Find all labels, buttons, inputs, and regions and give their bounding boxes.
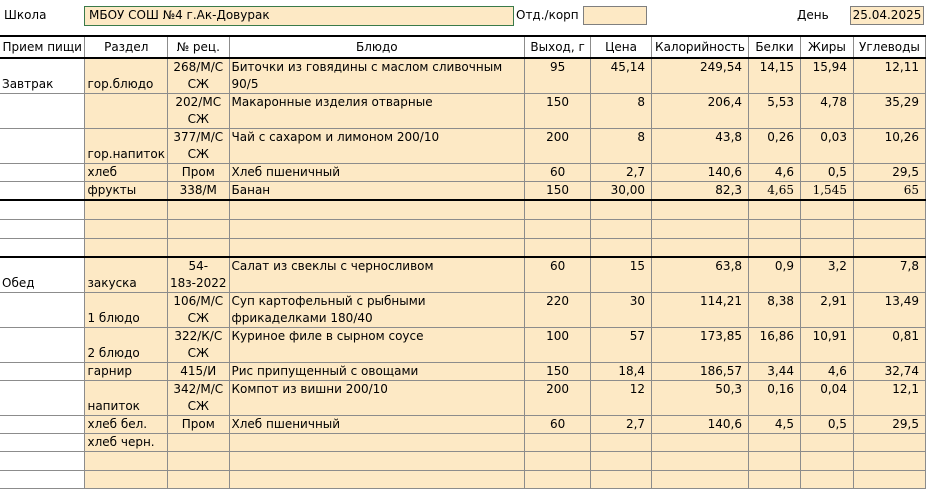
col-calories: Калорийность: [652, 36, 749, 58]
fats-cell[interactable]: 1,545: [800, 182, 853, 201]
calories-cell[interactable]: 206,4: [652, 94, 749, 129]
meal-cell: [0, 434, 85, 452]
section-cell[interactable]: 2 блюдо: [85, 328, 168, 363]
dish-cell[interactable]: Чай с сахаром и лимоном 200/10: [229, 129, 525, 164]
table-row: [0, 293, 926, 328]
recipe-cell[interactable]: Пром: [168, 416, 230, 434]
fats-cell[interactable]: 4,6: [800, 363, 853, 381]
empty-cell: [0, 219, 85, 238]
empty-row: [0, 452, 926, 471]
meal-cell: [0, 182, 85, 201]
calories-cell[interactable]: 173,85: [652, 328, 749, 363]
carbs-cell[interactable]: 29,5: [853, 416, 925, 434]
table-row: [0, 58, 926, 94]
empty-cell[interactable]: [229, 200, 525, 219]
dish-cell[interactable]: [229, 434, 525, 452]
recipe-cell[interactable]: [168, 434, 230, 452]
empty-cell[interactable]: [591, 471, 652, 489]
meal-cell: [0, 381, 85, 416]
output-cell[interactable]: 150: [525, 182, 591, 201]
section-cell[interactable]: гарнир: [85, 363, 168, 381]
price-cell[interactable]: [591, 434, 652, 452]
empty-cell[interactable]: [525, 471, 591, 489]
col-carbs: Углеводы: [853, 36, 925, 58]
col-fats: Жиры: [800, 36, 853, 58]
output-cell[interactable]: 95: [525, 58, 591, 94]
empty-cell[interactable]: [652, 452, 749, 471]
section-cell[interactable]: закуска: [85, 257, 168, 293]
empty-cell[interactable]: [853, 219, 925, 238]
empty-cell[interactable]: [800, 452, 853, 471]
empty-cell[interactable]: [853, 200, 925, 219]
empty-cell: [0, 452, 85, 471]
output-cell[interactable]: 100: [525, 328, 591, 363]
empty-row: [0, 200, 926, 219]
empty-cell[interactable]: [525, 452, 591, 471]
carbs-cell[interactable]: 12,1: [853, 381, 925, 416]
col-dish: Блюдо: [229, 36, 525, 58]
calories-cell[interactable]: 50,3: [652, 381, 749, 416]
empty-cell[interactable]: [749, 200, 801, 219]
calories-cell[interactable]: 114,21: [652, 293, 749, 328]
fats-cell[interactable]: [800, 434, 853, 452]
empty-cell[interactable]: [749, 238, 801, 257]
meal-cell: [0, 416, 85, 434]
empty-cell: [0, 471, 85, 489]
price-cell[interactable]: 12: [591, 381, 652, 416]
dish-cell[interactable]: Рис припущенный с овощами: [229, 363, 525, 381]
meal-cell: [0, 129, 85, 164]
carbs-cell[interactable]: [853, 434, 925, 452]
calories-cell[interactable]: 186,57: [652, 363, 749, 381]
empty-cell[interactable]: [853, 238, 925, 257]
table-row: [0, 164, 926, 182]
school-field[interactable]: МБОУ СОШ №4 г.Ак-Довурак: [84, 6, 514, 26]
fats-cell[interactable]: 2,91: [800, 293, 853, 328]
empty-cell[interactable]: [749, 471, 801, 489]
output-cell[interactable]: 60: [525, 416, 591, 434]
carbs-cell[interactable]: 65: [853, 182, 925, 201]
empty-cell[interactable]: [168, 238, 230, 257]
table-row: [0, 129, 926, 164]
carbs-cell[interactable]: 13,49: [853, 293, 925, 328]
proteins-cell[interactable]: 4,5: [749, 416, 801, 434]
empty-cell[interactable]: [525, 219, 591, 238]
dish-cell[interactable]: Макаронные изделия отварные: [229, 94, 525, 129]
empty-cell[interactable]: [853, 471, 925, 489]
section-cell[interactable]: хлеб: [85, 164, 168, 182]
output-cell[interactable]: [525, 434, 591, 452]
output-cell[interactable]: 200: [525, 129, 591, 164]
calories-cell[interactable]: 43,8: [652, 129, 749, 164]
empty-cell[interactable]: [652, 200, 749, 219]
recipe-cell[interactable]: 106/М/С СЖ: [168, 293, 230, 328]
section-cell[interactable]: хлеб бел.: [85, 416, 168, 434]
empty-cell[interactable]: [800, 200, 853, 219]
empty-cell[interactable]: [168, 471, 230, 489]
calories-cell[interactable]: [652, 434, 749, 452]
table-row: [0, 182, 926, 201]
price-cell[interactable]: 30: [591, 293, 652, 328]
empty-cell[interactable]: [525, 200, 591, 219]
section-cell[interactable]: гор.блюдо: [85, 58, 168, 94]
school-label: Школа: [4, 8, 47, 22]
dish-cell[interactable]: Салат из свеклы с черносливом: [229, 257, 525, 293]
empty-cell[interactable]: [800, 238, 853, 257]
carbs-cell[interactable]: 12,11: [853, 58, 925, 94]
output-cell[interactable]: 60: [525, 164, 591, 182]
empty-cell[interactable]: [652, 471, 749, 489]
dept-field[interactable]: [583, 6, 647, 25]
empty-cell: [0, 200, 85, 219]
meal-name: Завтрак: [0, 58, 85, 94]
menu-table: [0, 35, 926, 489]
meal-cell: [0, 94, 85, 129]
recipe-cell[interactable]: 377/М/С СЖ: [168, 129, 230, 164]
col-proteins: Белки: [749, 36, 801, 58]
empty-cell[interactable]: [85, 200, 168, 219]
empty-cell[interactable]: [800, 471, 853, 489]
empty-cell[interactable]: [591, 452, 652, 471]
calories-cell[interactable]: 140,6: [652, 164, 749, 182]
section-cell[interactable]: фрукты: [85, 182, 168, 201]
empty-cell[interactable]: [168, 200, 230, 219]
dish-cell[interactable]: Компот из вишни 200/10: [229, 381, 525, 416]
meal-cell: [0, 293, 85, 328]
menu-body: [0, 36, 926, 489]
empty-cell[interactable]: [229, 238, 525, 257]
output-cell[interactable]: 220: [525, 293, 591, 328]
table-row: [0, 416, 926, 434]
empty-cell[interactable]: [749, 219, 801, 238]
price-cell[interactable]: 2,7: [591, 416, 652, 434]
price-cell[interactable]: 45,14: [591, 58, 652, 94]
price-cell[interactable]: 15: [591, 257, 652, 293]
fats-cell[interactable]: 0,03: [800, 129, 853, 164]
table-row: [0, 434, 926, 452]
col-meal: Прием пищи: [0, 36, 85, 58]
carbs-cell[interactable]: 7,8: [853, 257, 925, 293]
empty-cell[interactable]: [85, 238, 168, 257]
calories-cell[interactable]: 82,3: [652, 182, 749, 201]
proteins-cell[interactable]: 8,38: [749, 293, 801, 328]
output-cell[interactable]: 200: [525, 381, 591, 416]
output-cell[interactable]: 60: [525, 257, 591, 293]
empty-cell[interactable]: [229, 452, 525, 471]
price-cell[interactable]: 18,4: [591, 363, 652, 381]
empty-cell[interactable]: [591, 200, 652, 219]
output-cell[interactable]: 150: [525, 94, 591, 129]
recipe-cell[interactable]: 342/М/С СЖ: [168, 381, 230, 416]
meal-cell: [0, 328, 85, 363]
recipe-cell[interactable]: Пром: [168, 164, 230, 182]
recipe-cell[interactable]: 202/МС СЖ: [168, 94, 230, 129]
carbs-cell[interactable]: 32,74: [853, 363, 925, 381]
price-cell[interactable]: 30,00: [591, 182, 652, 201]
proteins-cell[interactable]: 4,6: [749, 164, 801, 182]
carbs-cell[interactable]: 0,81: [853, 328, 925, 363]
empty-row: [0, 219, 926, 238]
fats-cell[interactable]: 15,94: [800, 58, 853, 94]
dish-cell[interactable]: Хлеб пшеничный: [229, 416, 525, 434]
dish-cell[interactable]: Куриное филе в сырном соусе: [229, 328, 525, 363]
meal-cell: [0, 164, 85, 182]
dish-cell[interactable]: Хлеб пшеничный: [229, 164, 525, 182]
fats-cell[interactable]: 4,78: [800, 94, 853, 129]
proteins-cell[interactable]: 14,15: [749, 58, 801, 94]
proteins-cell[interactable]: 0,9: [749, 257, 801, 293]
fats-cell[interactable]: 3,2: [800, 257, 853, 293]
empty-cell[interactable]: [85, 219, 168, 238]
proteins-cell[interactable]: 5,53: [749, 94, 801, 129]
price-cell[interactable]: 8: [591, 94, 652, 129]
empty-row: [0, 471, 926, 489]
empty-cell[interactable]: [85, 452, 168, 471]
output-cell[interactable]: 150: [525, 363, 591, 381]
calories-cell[interactable]: 140,6: [652, 416, 749, 434]
empty-cell[interactable]: [853, 452, 925, 471]
proteins-cell[interactable]: [749, 434, 801, 452]
recipe-cell[interactable]: 338/М: [168, 182, 230, 201]
recipe-cell[interactable]: 322/К/С СЖ: [168, 328, 230, 363]
section-cell[interactable]: напиток: [85, 381, 168, 416]
empty-cell[interactable]: [229, 219, 525, 238]
table-row: [0, 328, 926, 363]
empty-row: [0, 238, 926, 257]
proteins-cell[interactable]: 3,44: [749, 363, 801, 381]
dept-label: Отд./корп: [516, 8, 579, 22]
col-output: Выход, г: [525, 36, 591, 58]
table-row: [0, 363, 926, 381]
calories-cell[interactable]: 249,54: [652, 58, 749, 94]
section-cell[interactable]: [85, 94, 168, 129]
col-price: Цена: [591, 36, 652, 58]
fats-cell[interactable]: 10,91: [800, 328, 853, 363]
fats-cell[interactable]: 0,5: [800, 416, 853, 434]
fats-cell[interactable]: 0,5: [800, 164, 853, 182]
empty-cell[interactable]: [168, 452, 230, 471]
meal-name: Обед: [0, 257, 85, 293]
col-section: Раздел: [85, 36, 168, 58]
dish-cell[interactable]: Банан: [229, 182, 525, 201]
proteins-cell[interactable]: 0,16: [749, 381, 801, 416]
empty-cell[interactable]: [229, 471, 525, 489]
empty-cell[interactable]: [591, 219, 652, 238]
recipe-cell[interactable]: 415/И: [168, 363, 230, 381]
dish-cell[interactable]: Суп картофельный с рыбными фрикаделками 180/40: [229, 293, 525, 328]
empty-cell: [0, 238, 85, 257]
empty-cell[interactable]: [85, 471, 168, 489]
recipe-cell[interactable]: 268/М/С СЖ: [168, 58, 230, 94]
fats-cell[interactable]: 0,04: [800, 381, 853, 416]
empty-cell[interactable]: [749, 452, 801, 471]
table-row: [0, 381, 926, 416]
price-cell[interactable]: 57: [591, 328, 652, 363]
day-field[interactable]: 25.04.2025: [850, 6, 924, 25]
empty-cell[interactable]: [591, 238, 652, 257]
section-cell[interactable]: гор.напиток: [85, 129, 168, 164]
section-cell[interactable]: 1 блюдо: [85, 293, 168, 328]
empty-cell[interactable]: [525, 238, 591, 257]
empty-cell[interactable]: [652, 238, 749, 257]
recipe-cell[interactable]: 54-18з-2022: [168, 257, 230, 293]
empty-cell[interactable]: [652, 219, 749, 238]
calories-cell[interactable]: 63,8: [652, 257, 749, 293]
section-cell[interactable]: хлеб черн.: [85, 434, 168, 452]
table-row: [0, 257, 926, 293]
proteins-cell[interactable]: 16,86: [749, 328, 801, 363]
meal-cell: [0, 363, 85, 381]
price-cell[interactable]: 2,7: [591, 164, 652, 182]
price-cell[interactable]: 8: [591, 129, 652, 164]
day-label: День: [797, 8, 829, 22]
empty-cell[interactable]: [168, 219, 230, 238]
dish-cell[interactable]: Биточки из говядины с маслом сливочным 90/5: [229, 58, 525, 94]
empty-cell[interactable]: [800, 219, 853, 238]
table-row: [0, 94, 926, 129]
col-recipe: № рец.: [168, 36, 230, 58]
column-headers: [0, 36, 926, 58]
carbs-cell[interactable]: 10,26: [853, 129, 925, 164]
proteins-cell[interactable]: 0,26: [749, 129, 801, 164]
carbs-cell[interactable]: 29,5: [853, 164, 925, 182]
carbs-cell[interactable]: 35,29: [853, 94, 925, 129]
proteins-cell[interactable]: 4,65: [749, 182, 801, 201]
